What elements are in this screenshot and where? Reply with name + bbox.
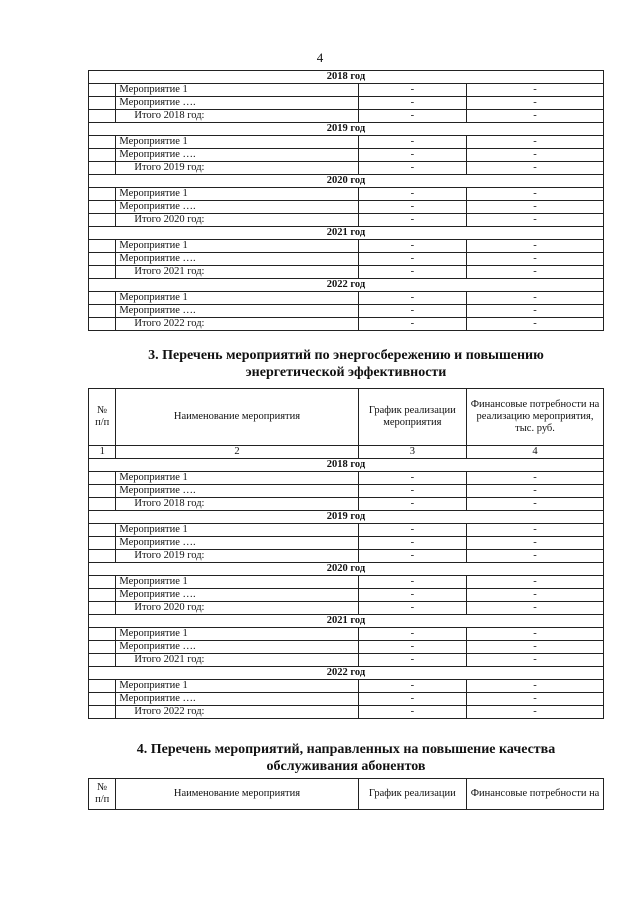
- s4-header-schedule: График реализации: [358, 779, 466, 810]
- schedule-cell: -: [358, 706, 466, 719]
- col-number-2: 2: [116, 446, 358, 459]
- activity-row: [89, 628, 604, 641]
- year-heading: 2018 год: [89, 71, 604, 84]
- activity-name: Мероприятие ….: [116, 97, 358, 110]
- schedule-cell: -: [358, 498, 466, 511]
- activity-name: Мероприятие 1: [116, 472, 358, 485]
- num-cell: [89, 97, 116, 110]
- num-cell: [89, 589, 116, 602]
- activity-row: [89, 305, 604, 318]
- total-row: [89, 654, 604, 667]
- activity-name: Итого 2021 год:: [116, 266, 358, 279]
- page-number: 4: [316, 50, 324, 65]
- col-number-3: 3: [358, 446, 466, 459]
- finance-cell: -: [467, 201, 604, 214]
- year-heading: 2018 год: [89, 459, 604, 472]
- activity-row: [89, 240, 604, 253]
- year-heading: 2019 год: [89, 511, 604, 524]
- activity-name: Итого 2020 год:: [116, 214, 358, 227]
- activity-row: [89, 84, 604, 97]
- schedule-cell: -: [358, 576, 466, 589]
- num-cell: [89, 201, 116, 214]
- year-row: [89, 667, 604, 680]
- activity-name: Мероприятие 1: [116, 680, 358, 693]
- num-cell: [89, 214, 116, 227]
- num-cell: [89, 524, 116, 537]
- header-num: № п/п: [89, 389, 116, 446]
- activity-name: Мероприятие 1: [116, 240, 358, 253]
- num-cell: [89, 628, 116, 641]
- num-cell: [89, 550, 116, 563]
- s4-header-num: № п/п: [89, 779, 116, 810]
- schedule-cell: -: [358, 654, 466, 667]
- num-cell: [89, 149, 116, 162]
- year-heading: 2021 год: [89, 227, 604, 240]
- num-cell: [89, 305, 116, 318]
- finance-cell: -: [467, 706, 604, 719]
- year-heading: 2022 год: [89, 667, 604, 680]
- finance-cell: -: [467, 524, 604, 537]
- schedule-cell: -: [358, 214, 466, 227]
- finance-cell: -: [467, 550, 604, 563]
- activity-name: Мероприятие 1: [116, 292, 358, 305]
- schedule-cell: -: [358, 97, 466, 110]
- finance-cell: -: [467, 537, 604, 550]
- schedule-cell: -: [358, 537, 466, 550]
- total-row: [89, 110, 604, 123]
- activity-row: [89, 524, 604, 537]
- schedule-cell: -: [358, 550, 466, 563]
- finance-cell: -: [467, 162, 604, 175]
- activity-name: Мероприятие ….: [116, 253, 358, 266]
- activity-name: Мероприятие ….: [116, 589, 358, 602]
- section4-title-line1: 4. Перечень мероприятий, направленных на повышение качества: [136, 742, 556, 757]
- schedule-cell: -: [358, 201, 466, 214]
- section3-column-numbers-row: [89, 446, 604, 459]
- activity-row: [89, 472, 604, 485]
- schedule-cell: -: [358, 485, 466, 498]
- activity-row: [89, 292, 604, 305]
- activity-name: Мероприятие ….: [116, 201, 358, 214]
- total-row: [89, 550, 604, 563]
- year-row: [89, 279, 604, 292]
- finance-cell: -: [467, 188, 604, 201]
- year-row: [89, 227, 604, 240]
- finance-cell: -: [467, 318, 604, 331]
- year-heading: 2021 год: [89, 615, 604, 628]
- section3-header-row: [89, 389, 604, 446]
- header-schedule: График реализации мероприятия: [358, 389, 466, 446]
- top-table-continuation: [88, 70, 604, 331]
- finance-cell: -: [467, 693, 604, 706]
- year-row: [89, 459, 604, 472]
- activity-row: [89, 576, 604, 589]
- section3-title-line1: 3. Перечень мероприятий по энергосбережению и повышению: [148, 348, 544, 363]
- activity-name: Мероприятие ….: [116, 485, 358, 498]
- num-cell: [89, 641, 116, 654]
- schedule-cell: -: [358, 240, 466, 253]
- finance-cell: -: [467, 110, 604, 123]
- activity-row: [89, 589, 604, 602]
- num-cell: [89, 292, 116, 305]
- schedule-cell: -: [358, 318, 466, 331]
- activity-row: [89, 693, 604, 706]
- finance-cell: -: [467, 589, 604, 602]
- activity-name: Мероприятие ….: [116, 149, 358, 162]
- schedule-cell: -: [358, 472, 466, 485]
- finance-cell: -: [467, 84, 604, 97]
- num-cell: [89, 472, 116, 485]
- section3-title: [88, 347, 604, 381]
- activity-name: Итого 2019 год:: [116, 550, 358, 563]
- num-cell: [89, 136, 116, 149]
- finance-cell: -: [467, 149, 604, 162]
- activity-name: Итого 2018 год:: [116, 110, 358, 123]
- schedule-cell: -: [358, 589, 466, 602]
- year-row: [89, 511, 604, 524]
- finance-cell: -: [467, 602, 604, 615]
- col-number-1: 1: [89, 446, 116, 459]
- num-cell: [89, 162, 116, 175]
- finance-cell: -: [467, 136, 604, 149]
- activity-name: Мероприятие 1: [116, 628, 358, 641]
- activity-name: Мероприятие 1: [116, 136, 358, 149]
- schedule-cell: -: [358, 110, 466, 123]
- finance-cell: -: [467, 266, 604, 279]
- schedule-cell: -: [358, 602, 466, 615]
- num-cell: [89, 537, 116, 550]
- section4-header-row: [89, 779, 604, 810]
- schedule-cell: -: [358, 253, 466, 266]
- year-heading: 2019 год: [89, 123, 604, 136]
- finance-cell: -: [467, 253, 604, 266]
- schedule-cell: -: [358, 162, 466, 175]
- s4-header-name: Наименование мероприятия: [116, 779, 358, 810]
- activity-name: Итого 2020 год:: [116, 602, 358, 615]
- schedule-cell: -: [358, 693, 466, 706]
- finance-cell: -: [467, 472, 604, 485]
- finance-cell: -: [467, 214, 604, 227]
- activity-name: Мероприятие ….: [116, 305, 358, 318]
- num-cell: [89, 680, 116, 693]
- year-row: [89, 175, 604, 188]
- schedule-cell: -: [358, 628, 466, 641]
- num-cell: [89, 498, 116, 511]
- year-row: [89, 71, 604, 84]
- total-row: [89, 318, 604, 331]
- section3-title-line2: энергетической эффективности: [245, 365, 447, 380]
- num-cell: [89, 576, 116, 589]
- header-name: Наименование мероприятия: [116, 389, 358, 446]
- section4-title-line2: обслуживания абонентов: [266, 759, 426, 774]
- activity-name: Итого 2018 год:: [116, 498, 358, 511]
- schedule-cell: -: [358, 292, 466, 305]
- activity-row: [89, 537, 604, 550]
- num-cell: [89, 110, 116, 123]
- total-row: [89, 266, 604, 279]
- schedule-cell: -: [358, 136, 466, 149]
- num-cell: [89, 654, 116, 667]
- schedule-cell: -: [358, 305, 466, 318]
- year-row: [89, 123, 604, 136]
- year-heading: 2022 год: [89, 279, 604, 292]
- num-cell: [89, 188, 116, 201]
- activity-name: Итого 2021 год:: [116, 654, 358, 667]
- activity-name: Мероприятие 1: [116, 524, 358, 537]
- s4-header-finance: Финансовые потребности на: [467, 779, 604, 810]
- activity-name: Итого 2022 год:: [116, 318, 358, 331]
- finance-cell: -: [467, 680, 604, 693]
- year-heading: 2020 год: [89, 563, 604, 576]
- schedule-cell: -: [358, 266, 466, 279]
- num-cell: [89, 253, 116, 266]
- section3-table: [88, 388, 604, 719]
- activity-row: [89, 641, 604, 654]
- finance-cell: -: [467, 628, 604, 641]
- num-cell: [89, 485, 116, 498]
- num-cell: [89, 240, 116, 253]
- finance-cell: -: [467, 576, 604, 589]
- section4-title: [88, 741, 604, 775]
- activity-name: Мероприятие 1: [116, 84, 358, 97]
- num-cell: [89, 602, 116, 615]
- finance-cell: -: [467, 485, 604, 498]
- activity-name: Мероприятие 1: [116, 576, 358, 589]
- num-cell: [89, 84, 116, 97]
- num-cell: [89, 693, 116, 706]
- total-row: [89, 162, 604, 175]
- header-finance: Финансовые потребности на реализацию мероприятия, тыс. руб.: [467, 389, 604, 446]
- col-number-4: 4: [467, 446, 604, 459]
- total-row: [89, 214, 604, 227]
- schedule-cell: -: [358, 641, 466, 654]
- total-row: [89, 498, 604, 511]
- activity-row: [89, 485, 604, 498]
- finance-cell: -: [467, 498, 604, 511]
- num-cell: [89, 318, 116, 331]
- activity-row: [89, 253, 604, 266]
- activity-row: [89, 149, 604, 162]
- total-row: [89, 602, 604, 615]
- activity-row: [89, 136, 604, 149]
- activity-name: Мероприятие ….: [116, 537, 358, 550]
- finance-cell: -: [467, 240, 604, 253]
- schedule-cell: -: [358, 84, 466, 97]
- finance-cell: -: [467, 641, 604, 654]
- schedule-cell: -: [358, 680, 466, 693]
- total-row: [89, 706, 604, 719]
- year-row: [89, 563, 604, 576]
- section4-table: [88, 778, 604, 810]
- schedule-cell: -: [358, 149, 466, 162]
- num-cell: [89, 266, 116, 279]
- activity-row: [89, 201, 604, 214]
- activity-row: [89, 188, 604, 201]
- activity-name: Мероприятие ….: [116, 641, 358, 654]
- num-cell: [89, 706, 116, 719]
- finance-cell: -: [467, 97, 604, 110]
- activity-row: [89, 680, 604, 693]
- finance-cell: -: [467, 292, 604, 305]
- schedule-cell: -: [358, 524, 466, 537]
- activity-name: Мероприятие 1: [116, 188, 358, 201]
- activity-name: Итого 2019 год:: [116, 162, 358, 175]
- year-heading: 2020 год: [89, 175, 604, 188]
- finance-cell: -: [467, 305, 604, 318]
- activity-name: Итого 2022 год:: [116, 706, 358, 719]
- activity-name: Мероприятие ….: [116, 693, 358, 706]
- schedule-cell: -: [358, 188, 466, 201]
- year-row: [89, 615, 604, 628]
- finance-cell: -: [467, 654, 604, 667]
- activity-row: [89, 97, 604, 110]
